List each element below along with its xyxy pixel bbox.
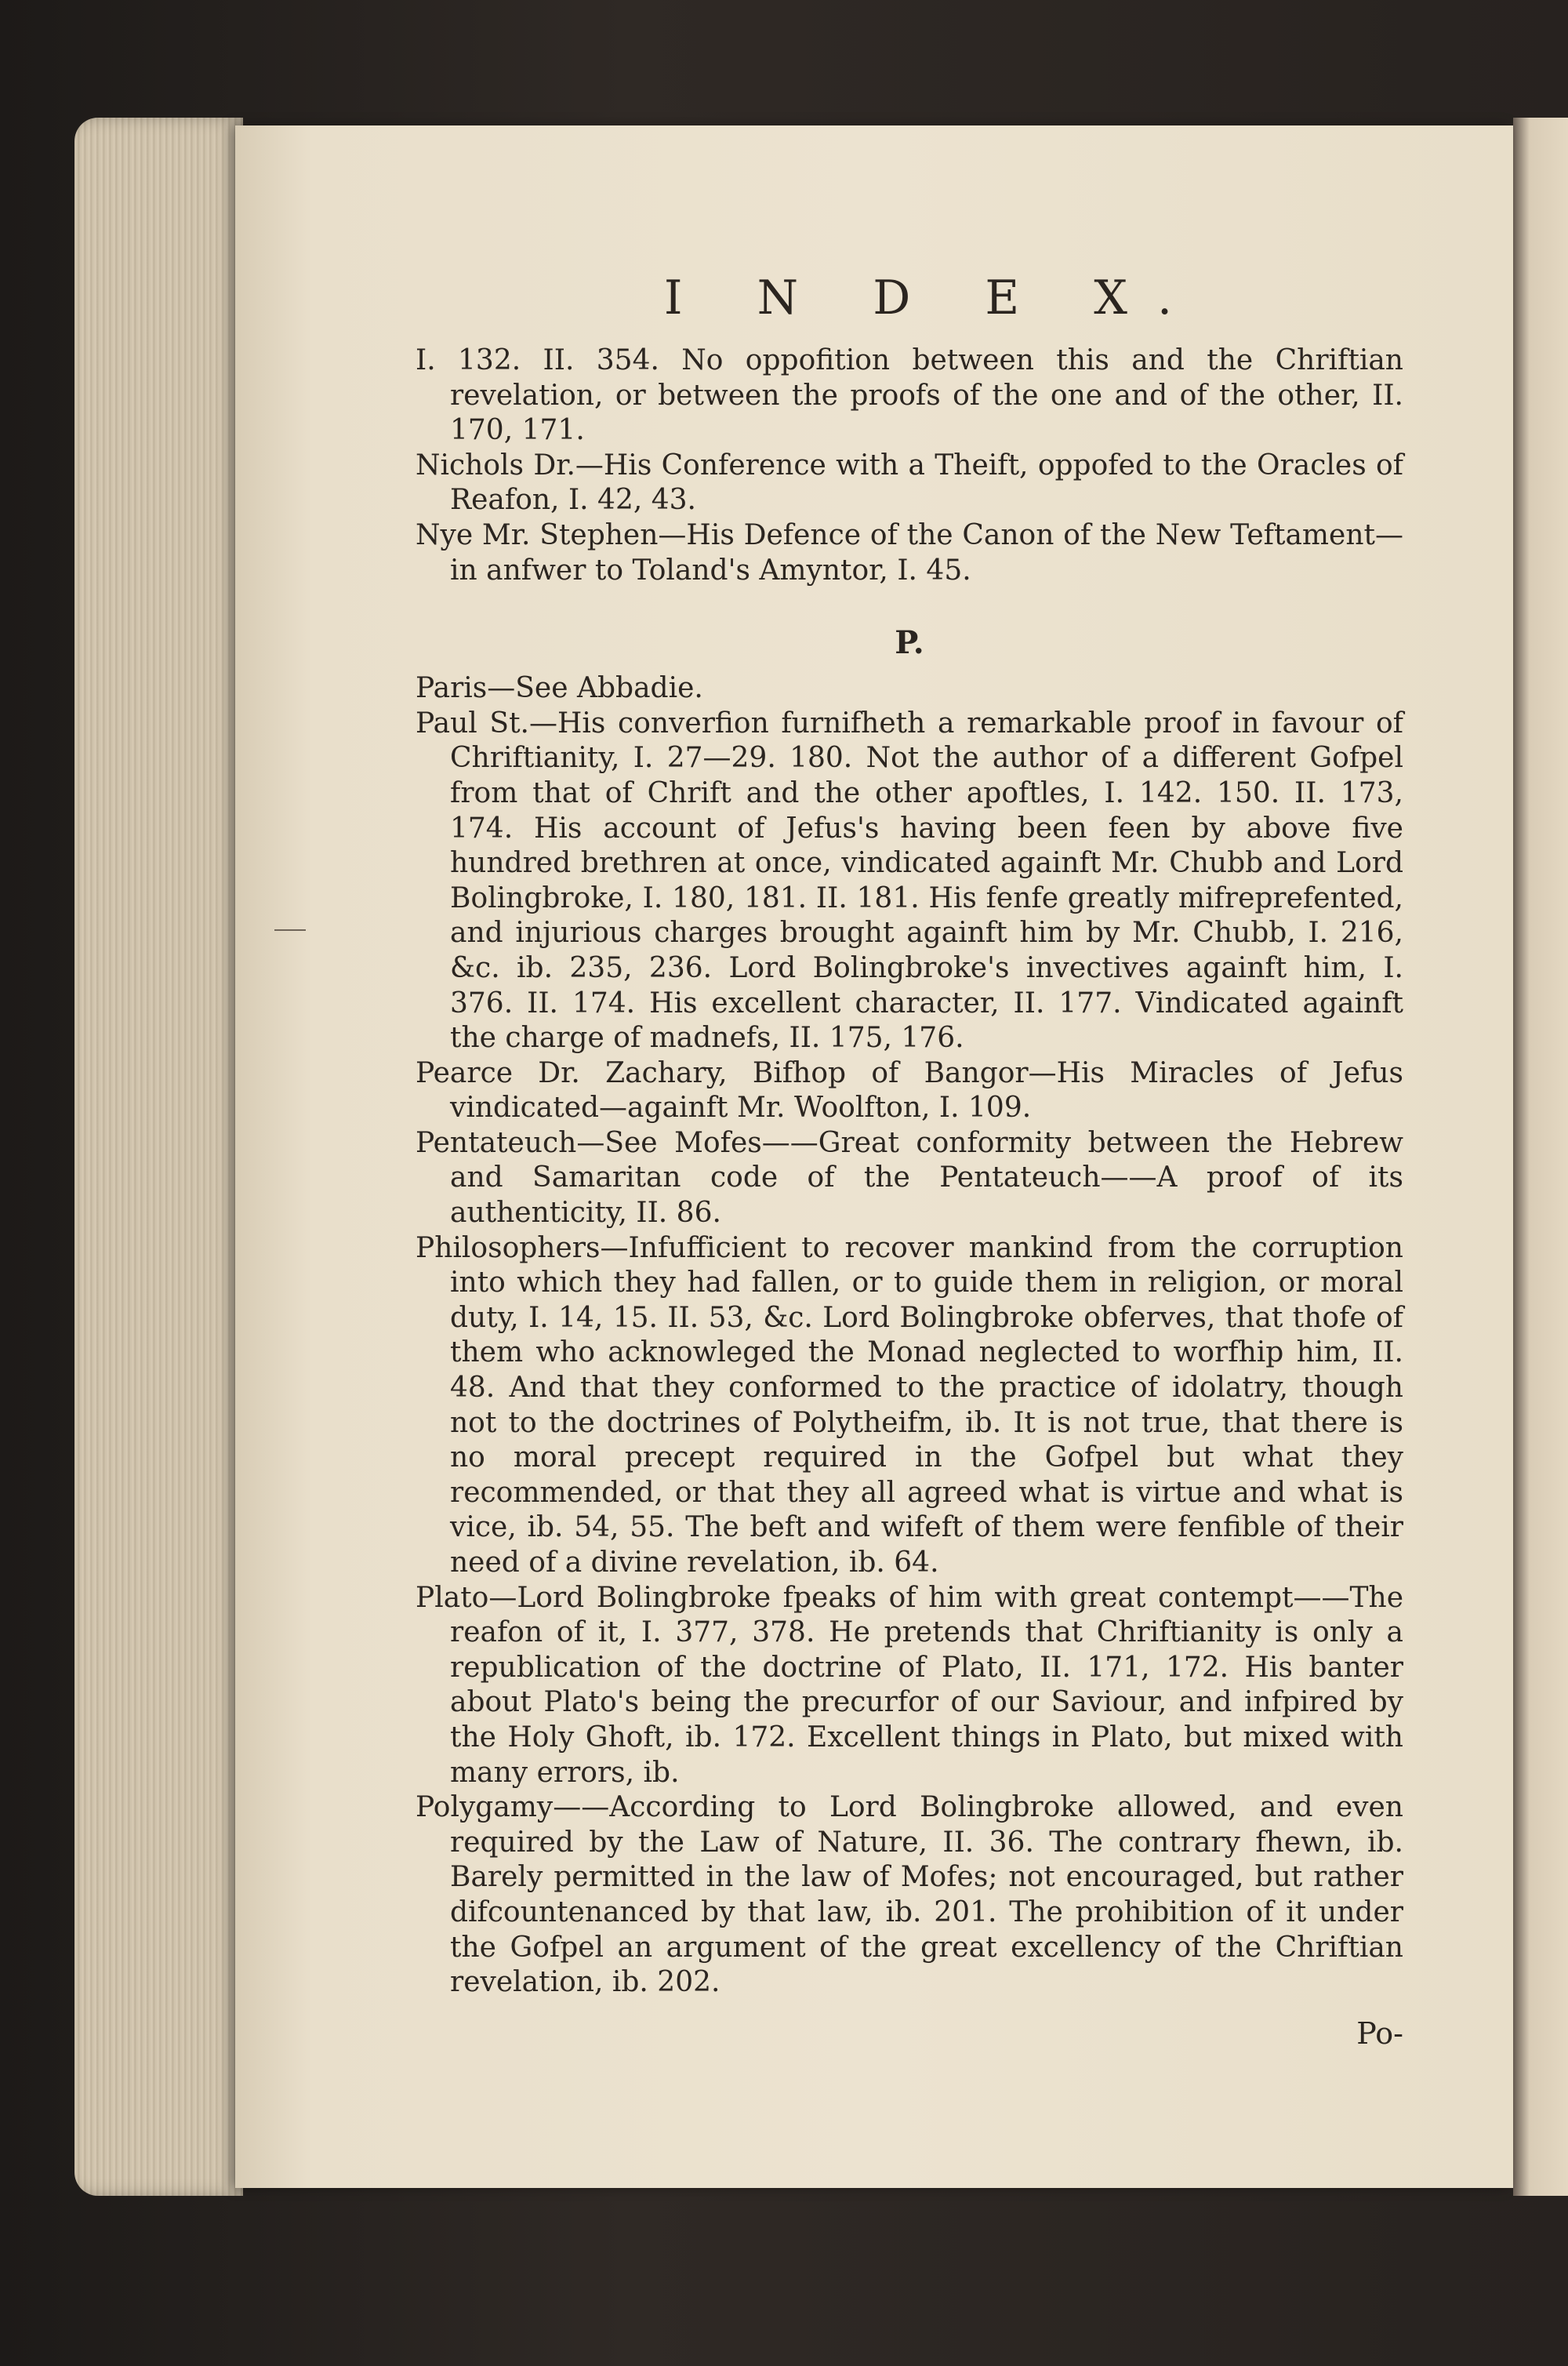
page-header: I N D E X. — [663, 271, 1203, 325]
index-entry: Pearce Dr. Zachary, Bifhop of Bangor—His Miracles of Jefus vindicated—againft Mr. Woolfton, I. 109. — [416, 1056, 1403, 1125]
index-entries — [416, 343, 1403, 2051]
index-entry: Paul St.—His converfion furnifheth a remarkable proof in favour of Chriftianity, I. 27—29. 180. Not the author of a different Gofpel from that of Chrift and the other apoftles, I. 142. 150. II. 173, 174. His account of Jefus's having been feen by above five hundred brethren at once, vindicated againft Mr. Chubb and Lord Bolingbroke, I. 180, 181. II. 181. His fenfe greatly mifreprefented, and injurious charges brought againft him by Mr. Chubb, I. 216, &c. ib. 235, 236. Lord Bolingbroke's invectives againft him, I. 376. II. 174. His excellent character, II. 177. Vindicated againft the charge of madnefs, II. 175, 176. — [416, 707, 1403, 1055]
index-entry: Nye Mr. Stephen—His Defence of the Canon of the New Teftament—in anfwer to Toland's Amyntor, I. 45. — [416, 518, 1403, 587]
book-page — [235, 125, 1513, 2188]
section-letter: P. — [895, 624, 924, 662]
catchword: Po- — [1356, 2015, 1403, 2051]
index-entry: Paris—See Abbadie. — [416, 672, 703, 705]
facing-page-edge — [1513, 118, 1568, 2196]
index-entry: I. 132. II. 354. No oppofition between this and the Chriftian revelation, or between the proofs of the one and of the other, II. 170, 171. — [416, 344, 1403, 447]
book-page-edges — [74, 118, 243, 2196]
index-entry: Nichols Dr.—His Conference with a Theift, oppofed to the Oracles of Reafon, I. 42, 43. — [416, 449, 1403, 517]
index-entry: Polygamy——According to Lord Bolingbroke allowed, and even required by the Law of Nature, II. 36. The contrary fhewn, ib. Barely permitted in the law of Mofes; not encouraged, but rather difcountenanced by that law, ib. 201. The prohibition of it under the Gofpel an argument of the great excellency of the Chriftian revelation, ib. 202. — [416, 1791, 1403, 1999]
index-entry: Pentateuch—See Mofes——Great conformity between the Hebrew and Samaritan code of the Pentateuch——A proof of its authenticity, II. 86. — [416, 1126, 1403, 1230]
index-entry: Philosophers—Infufficient to recover mankind from the corruption into which they had fallen, or to guide them in religion, or moral duty, I. 14, 15. II. 53, &c. Lord Bolingbroke obferves, that thofe of them who acknowleged the Monad neglected to worfhip him, II. 48. And that they conformed to the practice of idolatry, though not to the doctrines of Polytheifm, ib. It is not true, that there is no moral precept required in the Gofpel but what they recommended, or that they all agreed what is virtue and what is vice, ib. 54, 55. The beft and wifeft of them were fenfible of their need of a divine revelation, ib. 64. — [416, 1231, 1403, 1579]
index-entry: Plato—Lord Bolingbroke fpeaks of him with great contempt——The reafon of it, I. 377, 378. He pretends that Chriftianity is only a republication of the doctrine of Plato, II. 171, 172. His banter about Plato's being the precurfor of our Saviour, and infpired by the Holy Ghoft, ib. 172. Excellent things in Plato, but mixed with many errors, ib. — [416, 1581, 1403, 1789]
page-content — [416, 271, 1403, 2051]
margin-mark — [274, 929, 306, 931]
